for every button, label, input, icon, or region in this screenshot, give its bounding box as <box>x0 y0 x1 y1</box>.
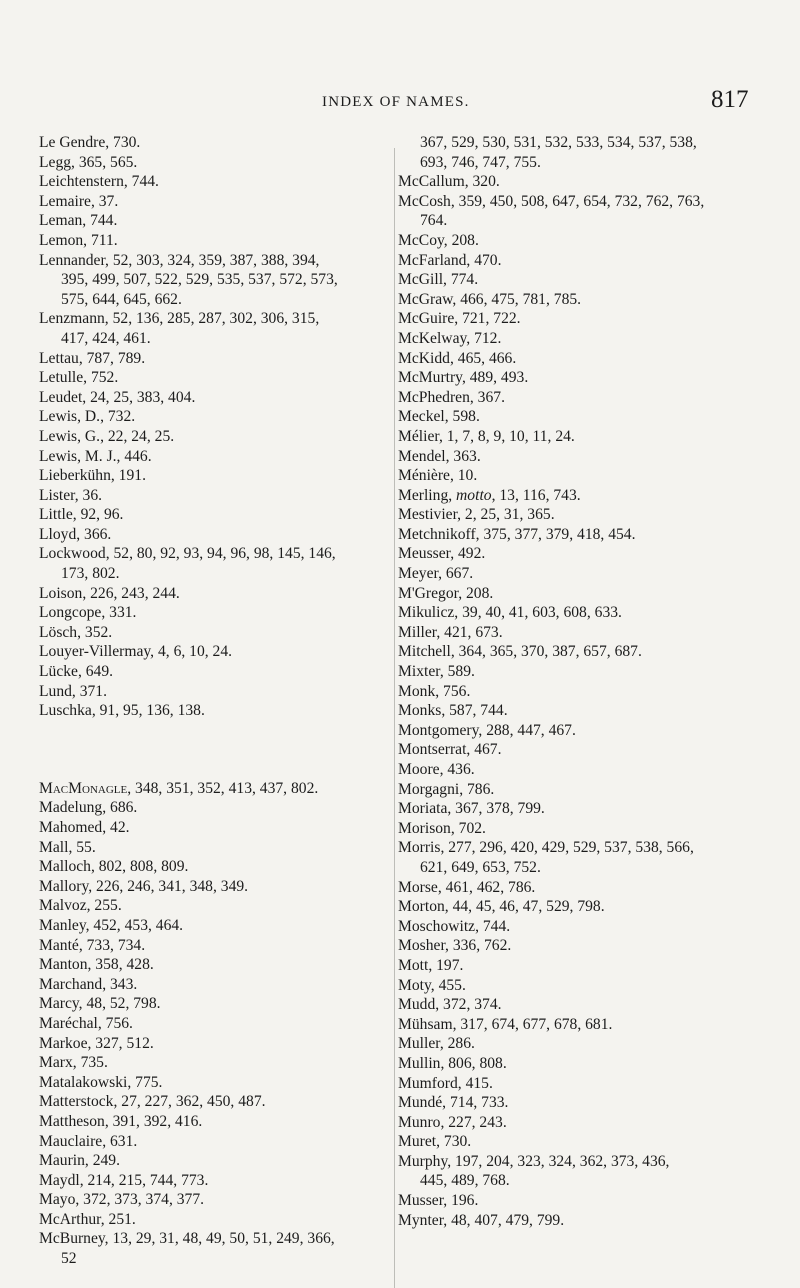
index-entry: Lister, 36. <box>39 486 103 504</box>
index-entry: Mattheson, 391, 392, 416. <box>39 1112 203 1130</box>
index-entry: Luschka, 91, 95, 136, 138. <box>39 702 205 720</box>
index-entry: McCoy, 208. <box>398 231 479 249</box>
index-entry: Morris, 277, 296, 420, 429, 529, 537, 538, 566, <box>398 839 694 857</box>
index-entry: Mestivier, 2, 25, 31, 365. <box>398 506 555 524</box>
index-entry-continuation: 417, 424, 461. <box>61 329 151 347</box>
index-entry: Mall, 55. <box>39 838 96 856</box>
index-entry: Ménière, 10. <box>398 467 478 485</box>
section-gap <box>39 721 391 779</box>
index-entry: McCosh, 359, 450, 508, 647, 654, 732, 762, 763, <box>398 192 705 210</box>
index-entry: Marx, 735. <box>39 1054 108 1072</box>
index-entry: Mosher, 336, 762. <box>398 937 512 955</box>
index-entry: Mauclaire, 631. <box>39 1132 138 1150</box>
index-entry: Loison, 226, 243, 244. <box>39 584 180 602</box>
index-entry: Lücke, 649. <box>39 663 114 681</box>
index-entry: Moschowitz, 744. <box>398 917 511 935</box>
index-entry: Mynter, 48, 407, 479, 799. <box>398 1211 565 1229</box>
index-column-left <box>39 133 391 1269</box>
index-entry: Lewis, G., 22, 24, 25. <box>39 427 175 445</box>
index-entry: Mott, 197. <box>398 956 464 974</box>
index-entry: Merling, motto, 13, 116, 743. <box>398 486 581 504</box>
index-entry: McGuire, 721, 722. <box>398 310 521 328</box>
index-entry: M'Gregor, 208. <box>398 584 494 602</box>
index-entry: Marchand, 343. <box>39 975 138 993</box>
index-entry: Manton, 358, 428. <box>39 956 154 974</box>
index-entry-continuation: 764. <box>420 212 448 230</box>
index-entry: Lewis, M. J., 446. <box>39 447 152 465</box>
index-entry: Marcy, 48, 52, 798. <box>39 995 161 1013</box>
index-entry: Leichtenstern, 744. <box>39 173 159 191</box>
index-entry: Miller, 421, 673. <box>398 623 503 641</box>
page-header <box>0 86 800 120</box>
index-entry: Manté, 733, 734. <box>39 936 146 954</box>
index-entry: Lewis, D., 732. <box>39 408 136 426</box>
column-divider <box>394 148 395 1288</box>
index-entry-continuation: 445, 489, 768. <box>420 1172 510 1190</box>
index-entry: Morison, 702. <box>398 819 486 837</box>
index-entry: Le Gendre, 730. <box>39 134 141 151</box>
index-entry: Maurin, 249. <box>39 1152 120 1170</box>
index-entry: Leman, 744. <box>39 212 118 230</box>
index-entry-continuation: 621, 649, 653, 752. <box>420 858 541 876</box>
index-entry: Muret, 730. <box>398 1133 472 1151</box>
index-entry: Moriata, 367, 378, 799. <box>398 800 545 818</box>
index-entry: Mayo, 372, 373, 374, 377. <box>39 1191 205 1209</box>
index-entry: Lettau, 787, 789. <box>39 349 146 367</box>
index-entry: Lennander, 52, 303, 324, 359, 387, 388, 394, <box>39 251 320 269</box>
index-entry: 367, 529, 530, 531, 532, 533, 534, 537, 538, <box>420 134 697 151</box>
index-entry: McKidd, 465, 466. <box>398 349 517 367</box>
index-entry: Lieberkühn, 191. <box>39 467 146 485</box>
index-entry: Mikulicz, 39, 40, 41, 603, 608, 633. <box>398 604 622 622</box>
index-entry: Meyer, 667. <box>398 565 474 583</box>
index-entry: MacMonagle, 348, 351, 352, 413, 437, 802. <box>39 779 319 797</box>
index-entry: McFarland, 470. <box>398 251 502 269</box>
index-column-right <box>398 133 793 1230</box>
index-entry: Manley, 452, 453, 464. <box>39 916 184 934</box>
index-entry-continuation: 52 <box>61 1250 77 1268</box>
index-entry: Munro, 227, 243. <box>398 1113 507 1131</box>
index-entry: Letulle, 752. <box>39 369 119 387</box>
index-entry: Meusser, 492. <box>398 545 486 563</box>
index-entry: Moty, 455. <box>398 976 466 994</box>
index-entry-continuation: 173, 802. <box>61 565 120 583</box>
index-entry: Lemon, 711. <box>39 231 118 249</box>
index-entry: Mallory, 226, 246, 341, 348, 349. <box>39 877 249 895</box>
index-entry: Mumford, 415. <box>398 1074 493 1092</box>
index-entry: Maréchal, 756. <box>39 1014 133 1032</box>
index-entry: Lemaire, 37. <box>39 192 119 210</box>
index-entry: Louyer-Villermay, 4, 6, 10, 24. <box>39 643 233 661</box>
index-entry: Markoe, 327, 512. <box>39 1034 154 1052</box>
index-entry: Lockwood, 52, 80, 92, 93, 94, 96, 98, 145, 146, <box>39 545 336 563</box>
index-entry: Mundé, 714, 733. <box>398 1094 509 1112</box>
page-number: 817 <box>711 86 749 113</box>
index-entry: Moore, 436. <box>398 761 475 778</box>
index-entry: McPhedren, 367. <box>398 388 505 406</box>
index-entry: Lund, 371. <box>39 682 108 700</box>
index-entry: Maydl, 214, 215, 744, 773. <box>39 1171 209 1189</box>
index-entry: Metchnikoff, 375, 377, 379, 418, 454. <box>398 525 636 543</box>
index-entry: Murphy, 197, 204, 323, 324, 362, 373, 436, <box>398 1152 670 1170</box>
index-entry: Legg, 365, 565. <box>39 153 138 171</box>
index-entry: McArthur, 251. <box>39 1210 136 1228</box>
index-entry: McKelway, 712. <box>398 329 502 347</box>
index-entry: Monks, 587, 744. <box>398 702 508 720</box>
index-entry: Morton, 44, 45, 46, 47, 529, 798. <box>398 898 605 916</box>
index-entry: Mullin, 806, 808. <box>398 1054 507 1072</box>
index-entry: Mixter, 589. <box>398 663 475 681</box>
index-entry: Mühsam, 317, 674, 677, 678, 681. <box>398 1015 613 1033</box>
index-entry-continuation: 395, 499, 507, 522, 529, 535, 537, 572, 573, <box>61 271 338 289</box>
index-entry: Matterstock, 27, 227, 362, 450, 487. <box>39 1093 266 1111</box>
index-entry: Malloch, 802, 808, 809. <box>39 858 189 876</box>
index-entry: McGraw, 466, 475, 781, 785. <box>398 290 582 308</box>
index-entry-continuation: 575, 644, 645, 662. <box>61 290 182 308</box>
index-entry: Lloyd, 366. <box>39 525 112 543</box>
index-entry: Little, 92, 96. <box>39 506 124 524</box>
index-entry: Lenzmann, 52, 136, 285, 287, 302, 306, 315, <box>39 310 320 328</box>
index-entry: Mélier, 1, 7, 8, 9, 10, 11, 24. <box>398 427 575 445</box>
index-entry: 693, 746, 747, 755. <box>420 153 541 171</box>
index-entry: Mendel, 363. <box>398 447 481 465</box>
index-entry: Longcope, 331. <box>39 604 137 622</box>
index-entry: Matalakowski, 775. <box>39 1073 163 1091</box>
index-entry: Montgomery, 288, 447, 467. <box>398 721 576 739</box>
index-entry: Mitchell, 364, 365, 370, 387, 657, 687. <box>398 643 642 661</box>
index-entry: McBurney, 13, 29, 31, 48, 49, 50, 51, 249, 366, <box>39 1230 335 1248</box>
index-entry: Muller, 286. <box>398 1035 475 1053</box>
index-entry: Morse, 461, 462, 786. <box>398 878 536 896</box>
index-entry: Mudd, 372, 374. <box>398 996 502 1014</box>
index-entry: McGill, 774. <box>398 271 479 289</box>
index-entry: Lösch, 352. <box>39 623 113 641</box>
index-entry: Morgagni, 786. <box>398 780 495 798</box>
index-entry: Malvoz, 255. <box>39 897 122 915</box>
running-title: INDEX OF NAMES. <box>322 94 470 110</box>
index-entry: Musser, 196. <box>398 1192 479 1210</box>
index-entry: McCallum, 320. <box>398 173 500 191</box>
index-entry: Mahomed, 42. <box>39 819 130 836</box>
index-entry: McMurtry, 489, 493. <box>398 369 529 387</box>
index-entry: Leudet, 24, 25, 383, 404. <box>39 388 196 406</box>
index-entry: Madelung, 686. <box>39 799 138 817</box>
index-entry: Monk, 756. <box>398 682 471 700</box>
index-entry: Meckel, 598. <box>398 408 480 426</box>
index-entry: Montserrat, 467. <box>398 741 502 759</box>
